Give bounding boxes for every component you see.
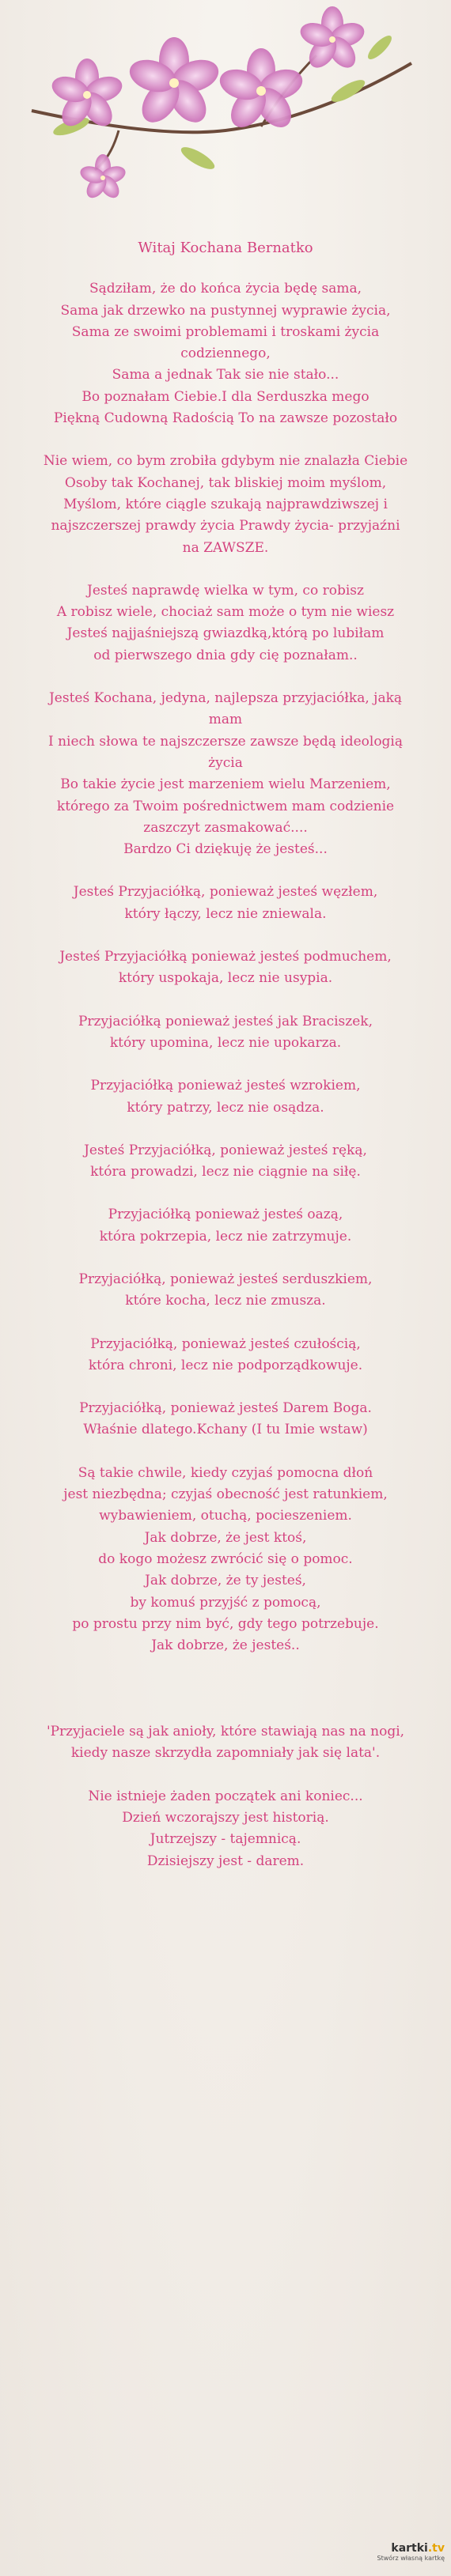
logo-main-text [391,2542,445,2555]
poem-line: A robisz wiele, chociaż sam może o tym nie wiesz [56,604,395,621]
poem-stanza [0,1269,451,1313]
poem-stanza [0,1204,451,1248]
poem-line: które kocha, lecz nie zmusza. [125,1293,326,1309]
poem-line: jest niezbędna; czyjaś obecność jest ratunkiem, [63,1486,388,1503]
poem-stanza [0,278,451,429]
poem-stanza [0,1334,451,1377]
poem-line: najszczerszej prawdy życia Prawdy życia- przyjaźni [51,518,400,534]
poem-line: Bo takie życie jest marzeniem wielu Marzeniem, [60,776,391,793]
poem-line: Jesteś Kochana, jedyna, najlepsza przyjaciółka, jaką [48,690,403,707]
poem-line: która prowadzi, lecz nie ciągnie na siłę. [90,1164,361,1180]
poem-stanza [0,1721,451,1765]
poem-line: I niech słowa te najszczersze zawsze będą ideologią [47,733,404,750]
poem-line: życia [208,754,243,771]
poem-line: Sama a jednak Tak sie nie stało... [112,367,339,383]
poem-line: po prostu przy nim być, gdy tego potrzebuje. [72,1615,379,1632]
poem-line: Bo poznałam Ciebie.I dla Serduszka mego [81,388,370,405]
poem-line: która pokrzepia, lecz nie zatrzymuje. [99,1228,352,1245]
poem-line: Nie wiem, co bym zrobiła gdybym nie znalazła Ciebie [43,453,408,470]
poem-stanza [0,1463,451,1700]
poem-line: Są takie chwile, kiedy czyjaś pomocna dłoń [78,1464,373,1481]
poem-line: Nie istnieje żaden początek ani koniec... [88,1788,363,1804]
poem-line: Jak dobrze, że jest ktoś, [144,1529,307,1546]
poem-line: do kogo możesz zwrócić się o pomoc. [98,1551,353,1567]
poem-line: Przyjaciółką, ponieważ jesteś serduszkiem, [78,1271,373,1287]
poem-line: by komuś przyjść z pomocą, [130,1594,321,1611]
poem-line: Właśnie dlatego.Kchany (I tu Imie wstaw) [83,1422,368,1438]
poem-stanzas [0,278,451,1872]
greeting-title: Witaj Kochana Bernatko [138,240,313,256]
poem-line: Jak dobrze, że jesteś.. [151,1637,300,1654]
poem-stanza [0,1786,451,1872]
poem-line: który łączy, lecz nie zniewala. [124,905,327,922]
poem-stanza [0,580,451,667]
poem-line: Przyjaciółką, ponieważ jesteś Darem Boga. [79,1400,372,1417]
poem-line: Bardzo Ci dziękuję że jesteś... [123,841,328,858]
poem-stanza [0,1140,451,1184]
poem-line: Osoby tak Kochanej, tak bliskiej moim myślom, [64,474,387,491]
poem-line: Jesteś Przyjaciółką, ponieważ jesteś węzłem, [73,884,378,901]
poem-stanza [0,451,451,558]
logo-domain: .tv [427,2542,445,2555]
poem-line: który uspokaja, lecz nie usypia. [118,970,333,987]
poem-line: która chroni, lecz nie podporządkowuje. [88,1357,363,1373]
poem-line: od pierwszego dnia gdy cię poznałam.. [93,647,358,663]
poem-line: codziennego, [180,346,271,362]
poem-line: wybawieniem, otuchą, pocieszeniem. [99,1508,352,1524]
poem-stanza [0,688,451,860]
poem-line: 'Przyjaciele są jak anioły, które stawiają nas na nogi, [46,1724,405,1740]
poem-line [0,1679,451,1700]
flower-branch-illustration [0,0,451,237]
poem-line: Jesteś najjaśniejszą gwiazdką,którą po lubiłam [66,625,385,642]
poem-line: Przyjaciółką ponieważ jesteś wzrokiem, [90,1078,361,1094]
poem-line: kiedy nasze skrzydła zapomniały jak się lata'. [70,1745,381,1762]
logo-tagline: Stwórz własną kartkę [377,2555,445,2562]
poem-line: Przyjaciółką ponieważ jesteś oazą, [108,1207,343,1223]
poem-line: mam [208,712,243,728]
poem-stanza [0,882,451,925]
poem-line [0,1656,451,1678]
poem-line: Sama jak drzewko na pustynnej wyprawie życia, [60,302,391,319]
poem-line: Jesteś Przyjaciółką, ponieważ jesteś ręką, [84,1142,367,1158]
poem-line: Dzisiejszy jest - darem. [146,1853,305,1869]
poem-stanza [0,1075,451,1119]
poem-line: który upomina, lecz nie upokarza. [109,1034,342,1051]
poem-line: którego za Twoim pośrednictwem mam codzienie [56,798,395,814]
poem-line: Sądziłam, że do końca życia będę sama, [89,281,362,297]
poem-line: który patrzy, lecz nie osądza. [127,1099,324,1116]
poem-text [0,237,451,1894]
poem-line: Myślom, które ciągle szukają najprawdziwszej i [63,496,388,512]
poem-line: Jesteś Przyjaciółką ponieważ jesteś podmuchem, [59,949,392,965]
poem-stanza [0,1011,451,1055]
logo-word: kartki [391,2542,428,2555]
poem-line: Jesteś naprawdę wielka w tym, co robisz [87,582,364,599]
poem-stanza [0,1398,451,1441]
poem-line: Sama ze swoimi problemami i troskami życia [71,323,380,340]
poem-line: Przyjaciółką ponieważ jesteś jak Braciszek, [78,1013,373,1029]
poem-stanza [0,946,451,990]
poem-line: Piękną Cudowną Radością To na zawsze pozostało [53,410,398,427]
poem-line: Jutrzejszy - tajemnicą. [150,1831,301,1848]
poem-line: Dzień wczorajszy jest historią. [122,1809,329,1826]
poem-line: na ZAWSZE. [182,539,269,556]
poem-line: zaszczyt zasmakować.... [143,819,308,836]
poem-line: Jak dobrze, że ty jesteś, [145,1573,306,1589]
site-logo[interactable] [366,2540,445,2571]
poem-line: Przyjaciółką, ponieważ jesteś czułością, [90,1335,361,1352]
